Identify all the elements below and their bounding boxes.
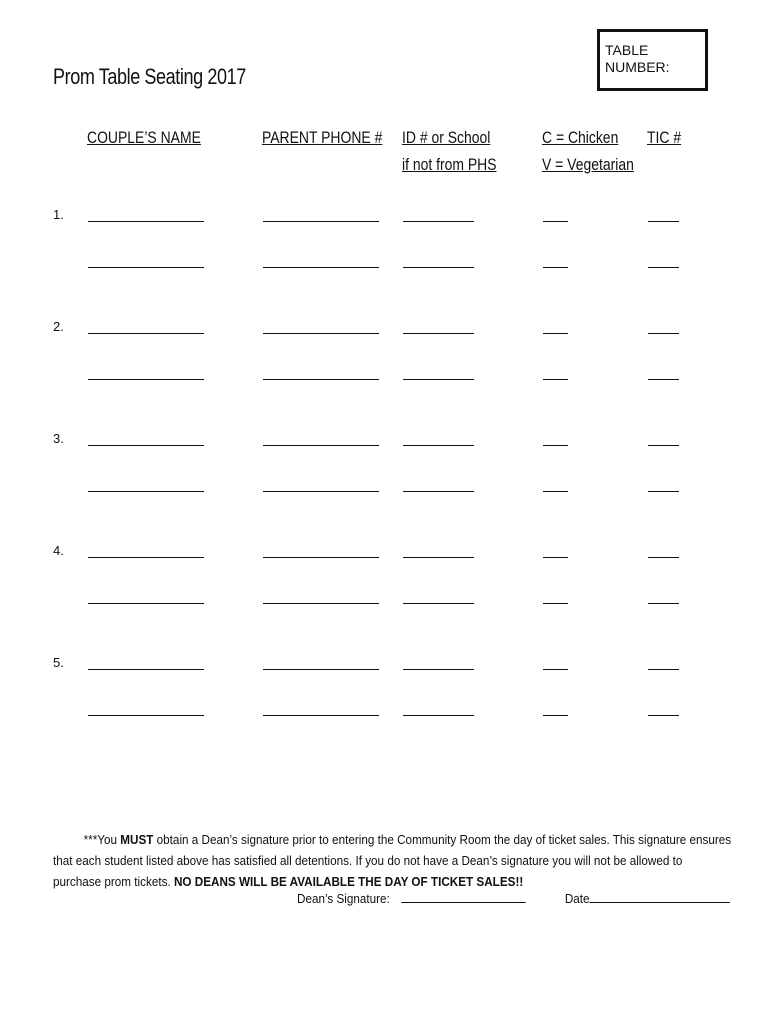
tic-number-field[interactable] <box>648 715 679 716</box>
parent-phone-field[interactable] <box>263 557 379 558</box>
couples-name-field[interactable] <box>88 557 204 558</box>
couples-name-field[interactable] <box>88 379 204 380</box>
header-parent-phone: PARENT PHONE # <box>262 128 383 147</box>
id-school-field[interactable] <box>403 669 474 670</box>
meal-choice-field[interactable] <box>543 445 568 446</box>
tic-number-field[interactable] <box>648 557 679 558</box>
header-meal-choice <box>542 124 634 178</box>
notice-prefix: ***You <box>83 832 121 847</box>
meal-choice-field[interactable] <box>543 491 568 492</box>
couples-name-field[interactable] <box>88 603 204 604</box>
couples-name-field[interactable] <box>88 491 204 492</box>
dean-signature-label: Dean’s Signature: <box>297 891 390 906</box>
couples-name-field[interactable] <box>88 445 204 446</box>
parent-phone-field[interactable] <box>263 333 379 334</box>
couples-name-field[interactable] <box>88 715 204 716</box>
id-school-field[interactable] <box>403 715 474 716</box>
header-tic-number: TIC # <box>647 128 682 147</box>
dean-signature-field[interactable] <box>402 890 526 903</box>
tic-number-field[interactable] <box>648 491 679 492</box>
meal-choice-field[interactable] <box>543 267 568 268</box>
header-id-school <box>402 124 497 178</box>
tic-number-field[interactable] <box>648 333 679 334</box>
couples-name-field[interactable] <box>88 669 204 670</box>
meal-choice-field[interactable] <box>543 221 568 222</box>
couples-name-field[interactable] <box>88 221 204 222</box>
date-field[interactable] <box>590 890 730 903</box>
parent-phone-field[interactable] <box>263 491 379 492</box>
table-number-box[interactable] <box>597 29 708 91</box>
notice-bold-tail: NO DEANS WILL BE AVAILABLE THE DAY OF TICKET SALES!! <box>173 874 524 889</box>
meal-choice-field[interactable] <box>543 715 568 716</box>
tic-number-field[interactable] <box>648 221 679 222</box>
header-id-line-1: ID # or School <box>402 128 491 147</box>
parent-phone-field[interactable] <box>263 669 379 670</box>
notice-body: obtain a Dean’s signature prior to entering the Community Room the day of ticket sales. This signature ensures that each student listed above has satisfied all detentions. If you do not have a Dean’s signature you will not be allowed to purchase prom tickets. <box>53 832 732 889</box>
header-couples-name: COUPLE’S NAME <box>87 128 201 147</box>
parent-phone-field[interactable] <box>263 221 379 222</box>
parent-phone-field[interactable] <box>263 379 379 380</box>
couples-name-field[interactable] <box>88 333 204 334</box>
id-school-field[interactable] <box>403 445 474 446</box>
id-school-field[interactable] <box>403 333 474 334</box>
parent-phone-field[interactable] <box>263 603 379 604</box>
couples-name-field[interactable] <box>88 267 204 268</box>
tic-number-field[interactable] <box>648 267 679 268</box>
tic-number-field[interactable] <box>648 379 679 380</box>
couple-number: 3. <box>53 431 64 446</box>
page-title: Prom Table Seating 2017 <box>53 64 246 89</box>
table-number-label-1: TABLE <box>605 42 649 58</box>
meal-choice-field[interactable] <box>543 669 568 670</box>
couple-number: 2. <box>53 319 64 334</box>
header-meal-line-2: V = Vegetarian <box>542 155 634 174</box>
meal-choice-field[interactable] <box>543 557 568 558</box>
meal-choice-field[interactable] <box>543 603 568 604</box>
id-school-field[interactable] <box>403 379 474 380</box>
signature-notice <box>53 829 733 892</box>
id-school-field[interactable] <box>403 267 474 268</box>
table-number-label-2: NUMBER: <box>605 59 670 75</box>
tic-number-field[interactable] <box>648 603 679 604</box>
id-school-field[interactable] <box>403 603 474 604</box>
notice-must: MUST <box>120 832 154 847</box>
signature-row <box>297 890 730 906</box>
parent-phone-field[interactable] <box>263 445 379 446</box>
date-label: Date <box>564 891 590 906</box>
id-school-field[interactable] <box>403 221 474 222</box>
meal-choice-field[interactable] <box>543 333 568 334</box>
id-school-field[interactable] <box>403 491 474 492</box>
couple-number: 5. <box>53 655 64 670</box>
tic-number-field[interactable] <box>648 445 679 446</box>
header-meal-line-1: C = Chicken <box>542 128 619 147</box>
couple-number: 4. <box>53 543 64 558</box>
header-id-line-2: if not from PHS <box>402 155 497 174</box>
id-school-field[interactable] <box>403 557 474 558</box>
parent-phone-field[interactable] <box>263 267 379 268</box>
couple-number: 1. <box>53 207 64 222</box>
tic-number-field[interactable] <box>648 669 679 670</box>
meal-choice-field[interactable] <box>543 379 568 380</box>
parent-phone-field[interactable] <box>263 715 379 716</box>
